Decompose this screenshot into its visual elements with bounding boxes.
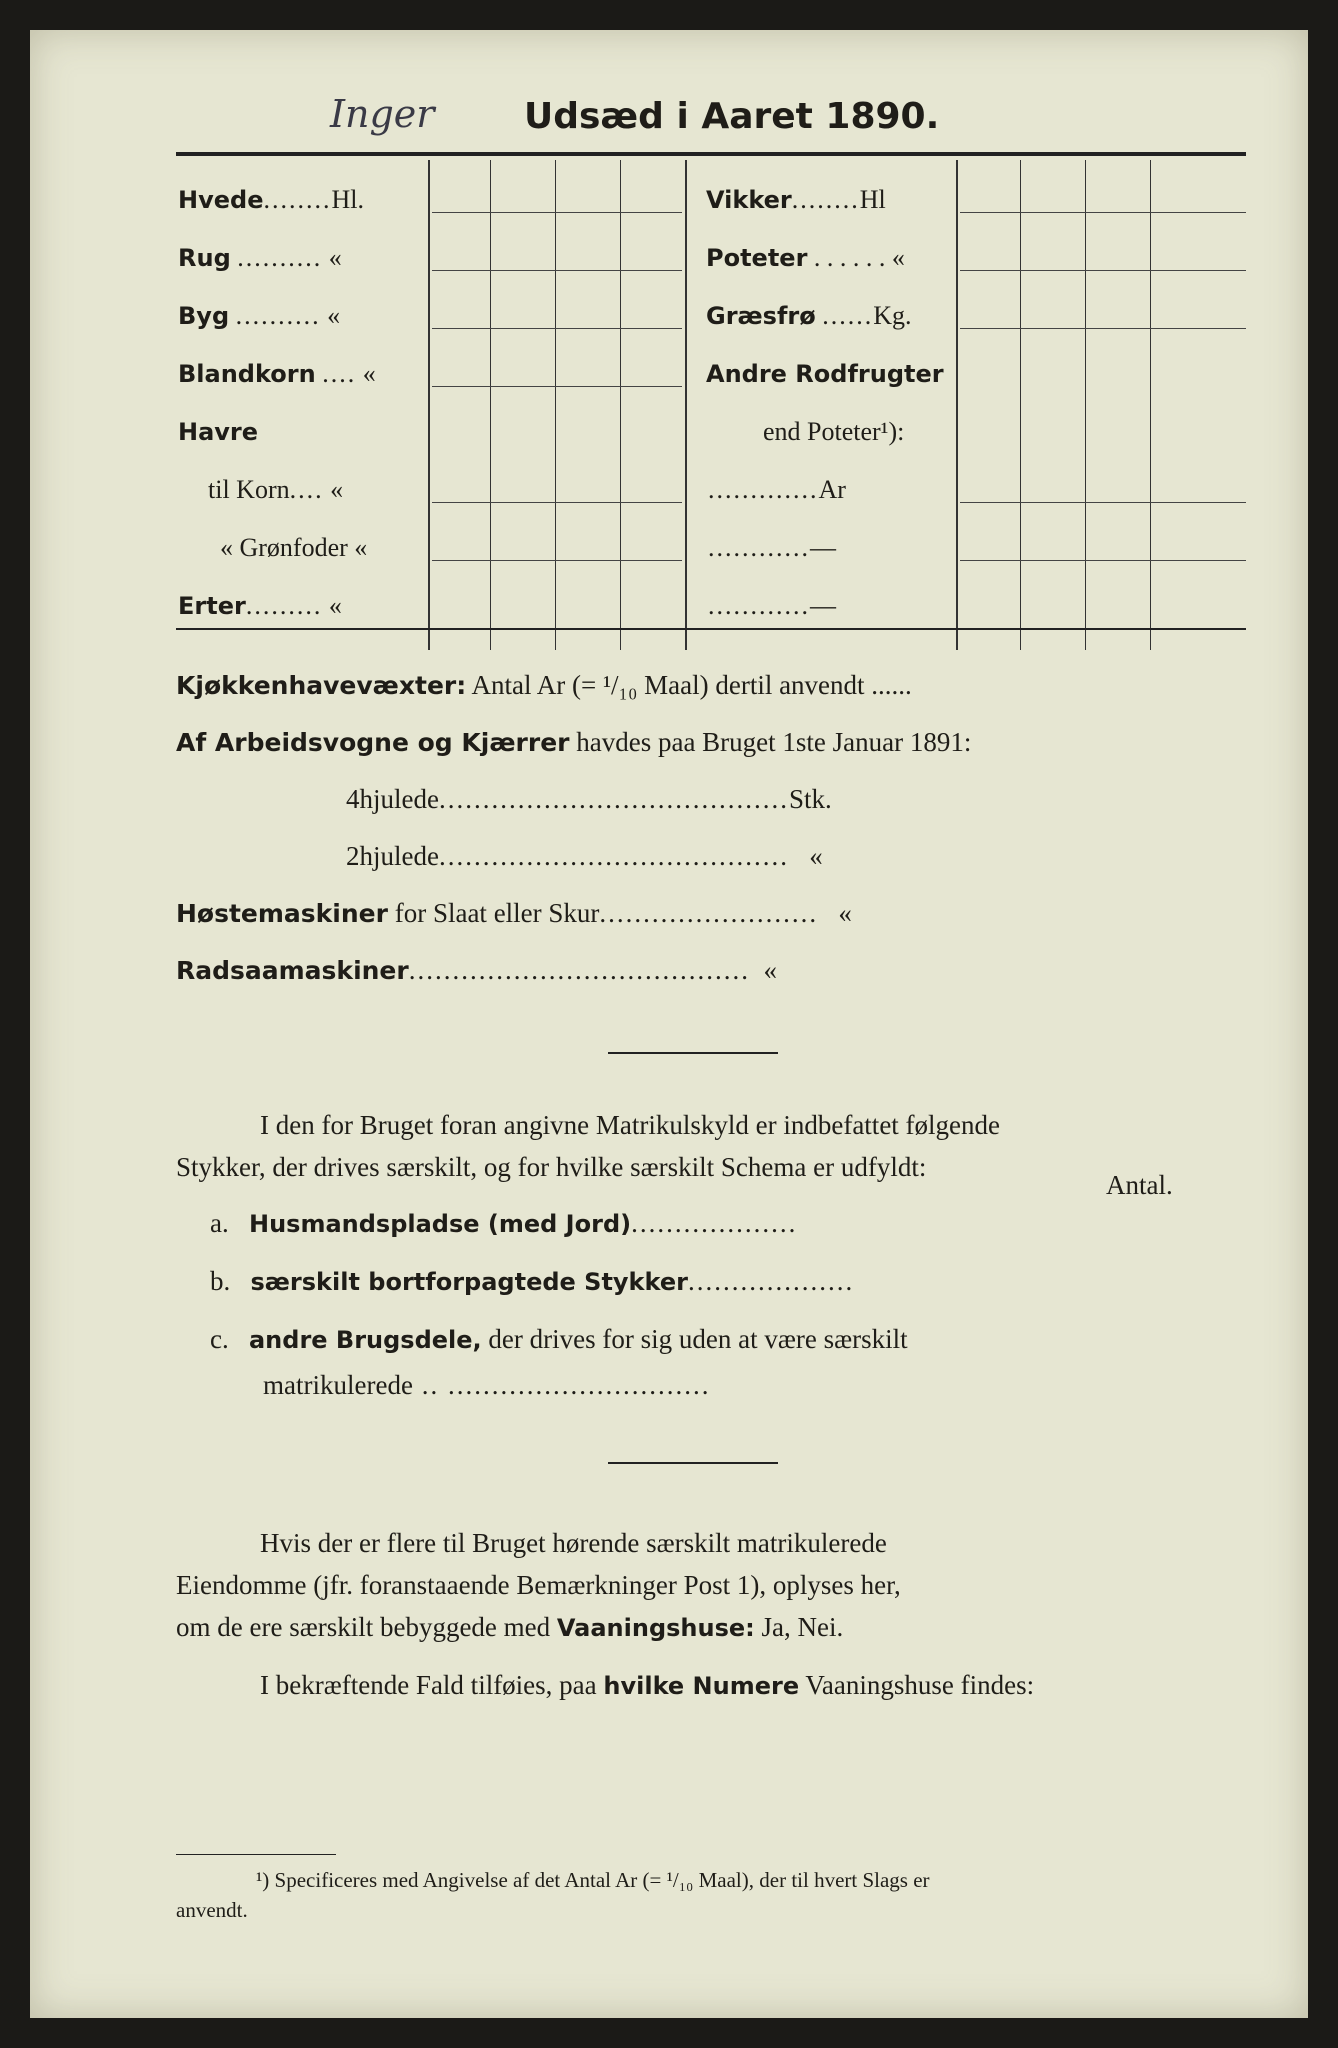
antal-label: Antal. [1106,1170,1173,1200]
item-c-line2: matrikulerede .. .............................. [263,1370,711,1400]
form-page [30,30,1308,2018]
handwritten-name: Inger [330,92,435,136]
crop-row: Erter......... « [178,591,342,620]
footnote-line2: anvendt. [176,1898,248,1922]
item-b: b. særskilt bortforpagtede Stykker................... [210,1266,855,1296]
matrikul-intro-line1: I den for Bruget foran angivne Matrikulskyld er indbefattet følgende [260,1110,1001,1140]
crop-row: Vikker........Hl [706,185,886,214]
eiendomme-line3: om de ere særskilt bebyggede med Vaaningshuse: Ja, Nei. [176,1612,844,1642]
crop-row: « Grønfoder « [220,533,368,562]
item-c: c. andre Brugsdele, der drives for sig uden at være særskilt [210,1324,908,1354]
harvest-machines-line: Høstemaskiner for Slaat eller Skur......................... « [176,898,852,928]
form-title: Udsæd i Aaret 1890. [524,96,940,137]
crop-row: Poteter . . . . . . « [706,243,905,272]
matrikul-intro-line2: Stykker, der drives særskilt, og for hvilke særskilt Schema er udfyldt: [176,1152,927,1182]
wagons-line: Af Arbeidsvogne og Kjærrer havdes paa Bruget 1ste Januar 1891: [176,727,972,757]
eiendomme-line4: I bekræftende Fald tilføies, paa hvilke Numere Vaaningshuse findes: [260,1670,1035,1700]
two-wheel-line: 2hjulede........................................ « [346,841,823,871]
crop-row: Hvede........Hl. [178,185,364,214]
footnote-rule [176,1854,336,1855]
eiendomme-line2: Eiendomme (jfr. foranstaaende Bemærkninger Post 1), oplyses her, [176,1570,901,1600]
eiendomme-line1: Hvis der er flere til Bruget hørende særskilt matrikulerede [260,1528,887,1558]
crop-row: Havre [178,418,259,446]
crop-row: Blandkorn .... « [178,359,376,388]
section-divider [608,1052,778,1054]
item-a: a. Husmandspladse (med Jord)................... [210,1208,798,1238]
crop-row: Græsfrø ......Kg. [706,301,912,330]
crop-row: end Poteter¹): [763,417,905,446]
kitchen-garden-line: Kjøkkenhavevæxter: Antal Ar (= ¹/₁₀ Maal) dertil anvendt ...... [176,670,912,700]
crop-row: Andre Rodfrugter [706,360,944,388]
footnote-line1: ¹) Specificeres med Angivelse af det Antal Ar (= ¹/₁₀ Maal), der til hvert Slags er [256,1868,930,1892]
crop-row: til Korn.... « [208,475,344,504]
crop-row: ............— [708,591,836,620]
title-rule [176,152,1246,156]
crop-row: ............— [708,533,836,562]
seed-machines-line: Radsaamaskiner....................................... « [176,955,777,985]
four-wheel-line: 4hjulede........................................Stk. [346,784,832,814]
crop-row: Rug .......... « [178,243,342,272]
crop-row: .............Ar [708,475,846,504]
crop-row: Byg .......... « [178,301,341,330]
section-divider [608,1462,778,1464]
